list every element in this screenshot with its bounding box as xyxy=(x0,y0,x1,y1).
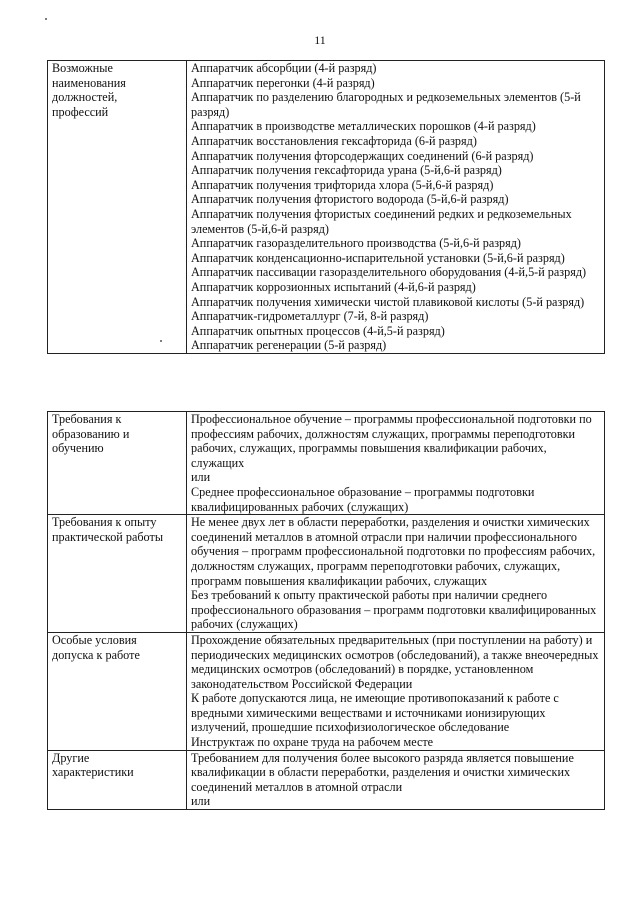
table-row xyxy=(48,632,605,750)
label-line: практической работы xyxy=(52,529,164,544)
list-item: Аппаратчик-гидрометаллург (7-й, 8-й разряд) xyxy=(191,309,429,324)
names-label-cell xyxy=(48,61,187,354)
scan-speck xyxy=(160,340,162,342)
label-line: допуска к работе xyxy=(52,647,140,662)
list-item: Аппаратчик абсорбции (4-й разряд) xyxy=(191,61,377,75)
job-titles-table xyxy=(47,60,605,354)
list-item: Аппаратчик получения химически чистой плавиковой кислоты (5-й разряд) xyxy=(191,294,585,309)
label-line: Требования к опыту xyxy=(52,515,157,530)
list-item: Аппаратчик коррозионных испытаний (4-й,6-й разряд) xyxy=(191,279,476,294)
list-item: Аппаратчик пассивации газоразделительного оборудования (4-й,5-й разряд) xyxy=(191,265,587,280)
paragraph: Профессиональное обучение – программы профессиональной подготовки по профессиям рабочих, должностям служащих, программы переподготовки рабочих, служащих, программы повышения квалификации рабочих, служащих xyxy=(191,412,592,470)
other-content-cell xyxy=(187,750,605,809)
paragraph: или xyxy=(191,470,211,485)
list-item: Аппаратчик получения гексафторида урана (5-й,6-й разряд) xyxy=(191,163,502,178)
page-number: 11 xyxy=(314,33,326,47)
label-line: характеристики xyxy=(52,765,134,780)
label-line: образованию и xyxy=(52,426,130,441)
education-content-cell xyxy=(187,412,605,515)
admission-label-cell xyxy=(48,632,187,750)
scan-speck xyxy=(45,18,47,20)
list-item: Аппаратчик получения фторсодержащих соединений (6-й разряд) xyxy=(191,148,534,163)
list-item: Аппаратчик восстановления гексафторида (6-й разряд) xyxy=(191,133,477,148)
table-row xyxy=(48,750,605,809)
requirements-table xyxy=(47,411,605,810)
label-line: обучению xyxy=(52,441,104,456)
list-item: Аппаратчик получения фтористого водорода (5-й,6-й разряд) xyxy=(191,192,509,207)
label-line: профессий xyxy=(52,104,109,119)
list-item: Аппаратчик конденсационно-испарительной установки (5-й,6-й разряд) xyxy=(191,250,565,265)
list-item: Аппаратчик опытных процессов (4-й,5-й разряд) xyxy=(191,323,445,338)
label-line: Особые условия xyxy=(52,632,137,647)
experience-label-cell xyxy=(48,515,187,633)
paragraph: Инструктаж по охране труда на рабочем месте xyxy=(191,735,434,750)
table-row xyxy=(48,412,605,515)
paragraph: или xyxy=(191,794,211,809)
label-line: наименования xyxy=(52,75,126,90)
paragraph: Без требований к опыту практической работы при наличии среднего профессионального образования – программ подготовки квалифицированных рабочих (служащих) xyxy=(191,588,597,632)
paragraph: Прохождение обязательных предварительных (при поступлении на работу) и периодических медицинских осмотров (обследований), а также внеочередных медицинских осмотров (обследований) в порядке, установленном законодательством Российской Федерации xyxy=(191,632,599,691)
paragraph: К работе допускаются лица, не имеющие противопоказаний к работе с вредными химическими веществами и источниками ионизирующих излучений, прошедшие психофизиологическое обследование xyxy=(191,691,559,735)
admission-content-cell xyxy=(187,632,605,750)
list-item: Аппаратчик по разделению благородных и редкоземельных элементов (5-й разряд) xyxy=(191,90,581,119)
label-line: Требования к xyxy=(52,412,122,426)
table-row xyxy=(48,61,605,354)
paragraph: Требованием для получения более высокого разряда является повышение квалификации в области переработки, разделения и очистки химических соединений металлов в атомной отрасли xyxy=(191,750,574,794)
experience-content-cell xyxy=(187,515,605,633)
list-item: Аппаратчик газоразделительного производства (5-й,6-й разряд) xyxy=(191,236,521,251)
names-list-cell xyxy=(187,61,605,354)
other-label-cell xyxy=(48,750,187,809)
paragraph: Среднее профессиональное образование – программы подготовки квалифицированных рабочих (служащих) xyxy=(191,484,535,514)
label-line: должностей, xyxy=(52,90,118,105)
paragraph: Не менее двух лет в области переработки, разделения и очистки химических соединений металлов в атомной отрасли при наличии профессионального обучения – программ профессиональной подготовки по профессиям рабочих, должностям служащих, программ переподготовки рабочих, служащих, программ повышения квалификации рабочих, служащих xyxy=(191,515,596,588)
education-label-cell xyxy=(48,412,187,515)
table-row xyxy=(48,515,605,633)
list-item: Аппаратчик в производстве металлических порошков (4-й разряд) xyxy=(191,119,536,134)
label-line: Возможные xyxy=(52,61,113,75)
list-item: Аппаратчик перегонки (4-й разряд) xyxy=(191,75,375,90)
list-item: Аппаратчик регенерации (5-й разряд) xyxy=(191,338,387,353)
list-item: Аппаратчик получения трифторида хлора (5-й,6-й разряд) xyxy=(191,177,494,192)
list-item: Аппаратчик получения фтористых соединений редких и редкоземельных элементов (5-й,6-й разряд) xyxy=(191,206,572,236)
label-line: Другие xyxy=(52,750,90,765)
